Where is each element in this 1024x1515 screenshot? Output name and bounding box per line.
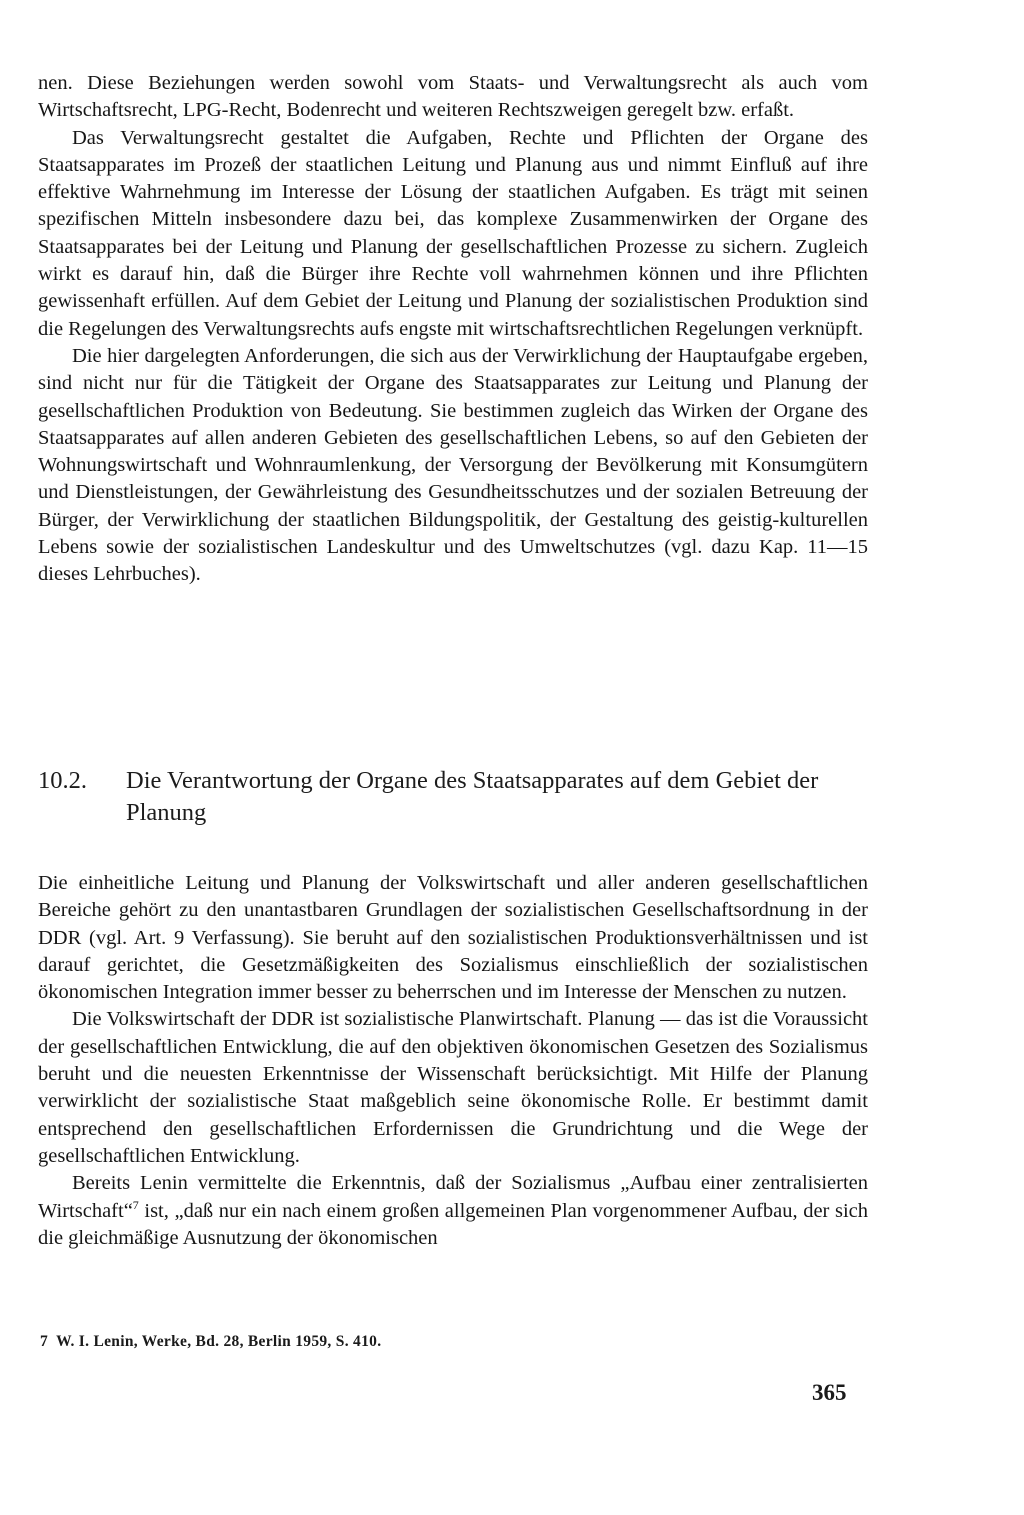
footnote-ref: 7 bbox=[132, 1197, 139, 1212]
footnote-text: W. I. Lenin, Werke, Bd. 28, Berlin 1959, S. 410. bbox=[56, 1333, 382, 1350]
paragraph-text: Bereits Lenin vermittelte die Erkenntnis, daß der Sozialismus „Aufbau einer zentralisierten Wirtschaft“ bbox=[38, 1172, 868, 1222]
section-heading bbox=[38, 765, 868, 829]
footnote-number: 7 bbox=[40, 1333, 49, 1350]
paragraph-text: ist, „daß nur ein nach einem großen allgemeinen Plan vorgenommener Aufbau, der sich die gleichmäßige Ausnutzung der ökonomischen bbox=[38, 1199, 868, 1249]
paragraph: Die hier dargelegten Anforderungen, die sich aus der Verwirklichung der Hauptaufgabe ergeben, sind nicht nur für die Tätigkeit der Organe des Staatsapparates zur Leitung und Planung der gesellschaftlichen Produktion von Bedeutung. Sie bestimmen zugleich das Wirken der Organe des Staatsapparates auf allen anderen Gebieten des gesellschaftlichen Lebens, so auf den Gebieten der Wohnungswirtschaft und Wohnraumlenkung, der Versorgung der Bevölkerung mit Konsumgütern und Dienstleistungen, der Gewährleistung des Gesundheitsschutzes und der sozialen Betreuung der Bürger, der Verwirklichung der staatlichen Bildungspolitik, der Gestaltung des geistig-kulturellen Lebens sowie der sozialistischen Landeskultur und des Umweltschutzes (vgl. dazu Kap. 11—15 dieses Lehrbuches). bbox=[38, 344, 868, 586]
page-number: 365 bbox=[812, 1380, 847, 1405]
paragraph-continuation: nen. Diese Beziehungen werden sowohl vom Staats- und Verwaltungsrecht als auch vom Wirtschaftsrecht, LPG-Recht, Bodenrecht und weiteren Rechtszweigen geregelt bzw. erfaßt. bbox=[38, 72, 868, 122]
footnote bbox=[40, 1333, 381, 1351]
body-text-top bbox=[38, 70, 868, 589]
paragraph: Die Volkswirtschaft der DDR ist sozialistische Planwirtschaft. Planung — das ist die Voraussicht der gesellschaftlichen Entwicklung, die auf den objektiven ökonomischen Gesetzen des Sozialismus beruht und die neuesten Erkenntnisse der Wissenschaft berücksichtigt. Mit Hilfe der Planung verwirklicht der sozialistische Staat maßgeblich seine ökonomische Rolle. Er bestimmt damit entsprechend den gesellschaftlichen Erfordernissen die Grundrichtung und die Wege der gesellschaftlichen Entwicklung. bbox=[38, 1008, 868, 1167]
paragraph: Die einheitliche Leitung und Planung der Volkswirtschaft und aller anderen gesellschaftlichen Bereiche gehört zu den unantastbaren Grundlagen der sozialistischen Gesellschaftsordnung in der DDR (vgl. Art. 9 Verfassung). Sie beruht auf den sozialistischen Produktionsverhältnissen und ist darauf gerichtet, die Gesetzmäßigkeiten des Sozialismus einschließlich der sozialistischen ökonomischen Integration immer besser zu beherrschen und im Interesse der Menschen zu nutzen. bbox=[38, 872, 868, 1004]
paragraph-with-footnote-ref bbox=[38, 1170, 868, 1252]
section-body bbox=[38, 870, 868, 1252]
paragraph: Das Verwaltungsrecht gestaltet die Aufgaben, Rechte und Pflichten der Organe des Staatsapparates im Prozeß der staatlichen Leitung und Planung aus und nimmt Einfluß auf ihre effektive Wahrnehmung im Interesse der Lösung der staatlichen Aufgaben. Es trägt mit seinen spezifischen Mitteln insbesondere dazu bei, das komplexe Zusammenwirken der Organe des Staatsapparates bei der Leitung und Planung der gesellschaftlichen Prozesse zu sichern. Zugleich wirkt es darauf hin, daß die Bürger ihre Rechte voll wahrnehmen können und ihre Pflichten gewissenhaft erfüllen. Auf dem Gebiet der Leitung und Planung der sozialistischen Produktion sind die Regelungen des Verwaltungsrechts aufs engste mit wirtschaftsrechtlichen Regelungen verknüpft. bbox=[38, 126, 868, 340]
section-title: Die Verantwortung der Organe des Staatsapparates auf dem Gebiet der Planung bbox=[126, 767, 819, 826]
section-number: 10.2. bbox=[38, 767, 87, 794]
